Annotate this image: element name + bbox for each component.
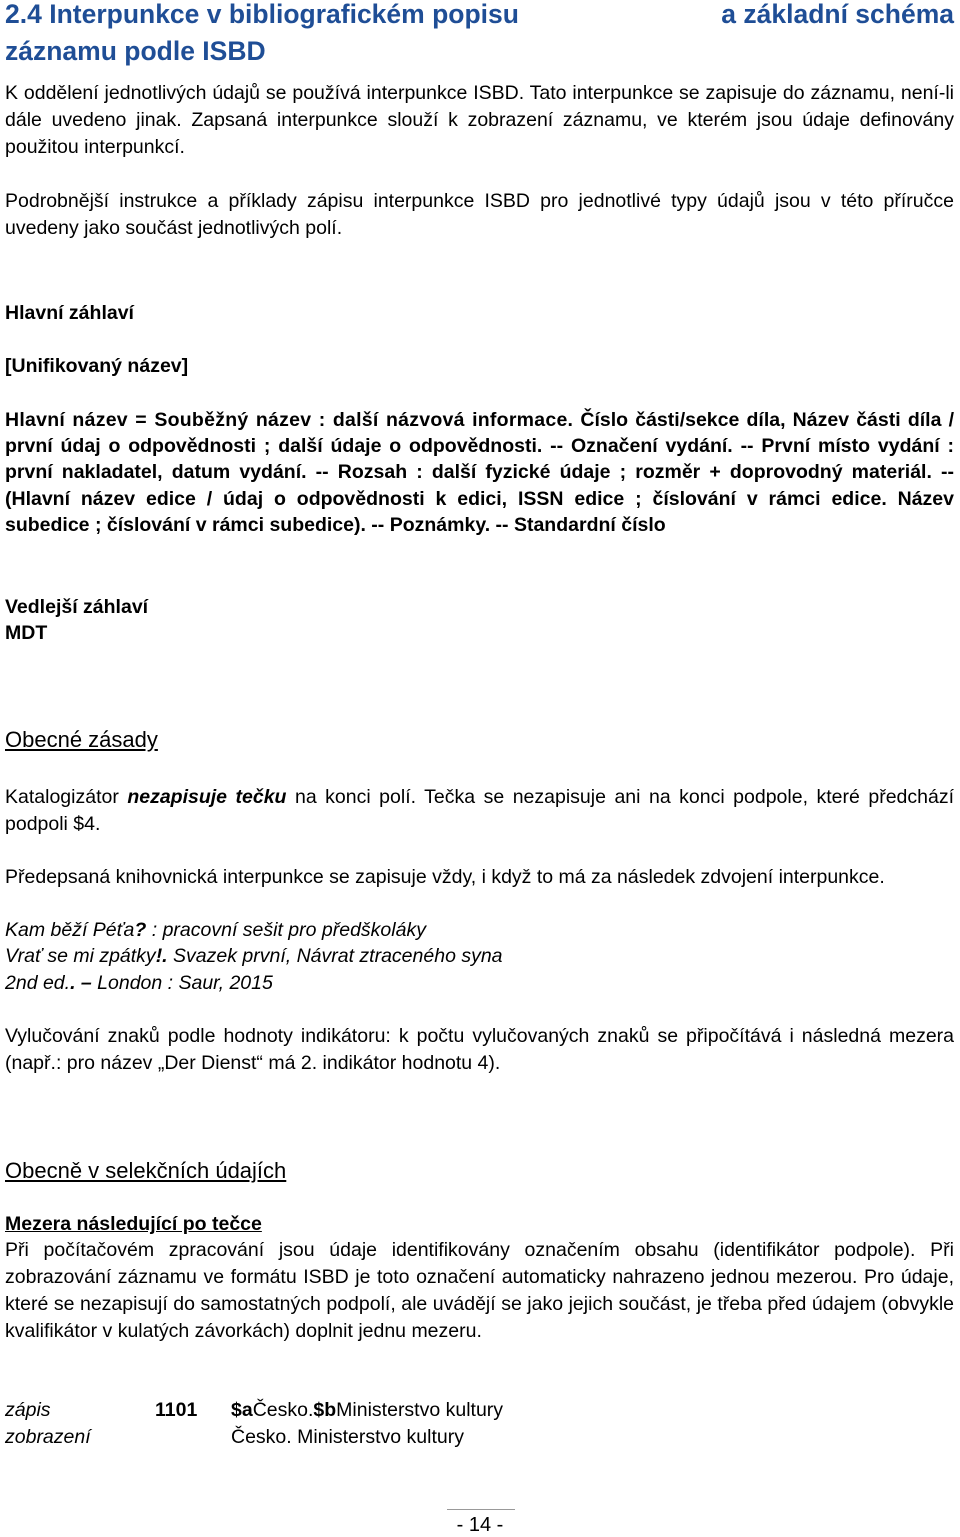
example-3-rest: London : Saur, 2015 [91,972,273,994]
intro-paragraph-1: K oddělení jednotlivých údajů se používá interpunkce ISBD. Tato interpunkce se zapisuje do záznamu, není-li dále uvedeno jinak. Zapsaná interpunkce slouží k zobrazení záznamu, ve kterém jsou údaje definovány použitou interpunkcí. [5,82,954,158]
selection-subheading: Mezera následující po tečce [5,1213,262,1235]
example-2-rest: Svazek první, Návrat ztraceného syna [167,945,503,967]
main-heading-label: Hlavní záhlaví [5,302,134,324]
row-record-value [231,1397,503,1424]
example-1-title: Kam běží Péťa [5,919,135,941]
intro-paragraph-2: Podrobnější instrukce a příklady zápisu interpunkce ISBD pro jednotlivé typy údajů jsou v této příručce uvedeny jako součást jednotlivých polí. [5,190,954,239]
isbd-schema-title-part: Hlavní název = Souběžný název : další názvová informace. [5,409,574,431]
example-2 [5,943,954,970]
example-3-edition: 2nd ed. [5,972,71,994]
footer-divider [447,1509,515,1510]
general-paragraph-2: Předepsaná knihovnická interpunkce se zapisuje vždy, i když to má za následek zdvojení interpunkce. [5,866,885,888]
row-label-display: zobrazení [5,1426,91,1448]
subfield-code-a: $a [231,1399,253,1421]
selection-heading: Obecně v selekčních údajích [5,1158,287,1183]
subfield-value-b: Ministerstvo kultury [336,1399,504,1421]
isbd-schema-rest: Číslo části/sekce díla, Název části díla / první údaj o odpovědnosti ; další údaje o odpovědnosti. -- Označení vydání. -- První místo vydání : první nakladatel, datum vydání. -- Rozsah : další fyzické údaje ; rozměr + doprovodný materiál. -- (Hlavní název edice / údaj o odpovědnosti k edici, ISSN edice ; číslování v rámci edice. Název subedice ; číslování v rámci subedice). -- Poznámky. -- Standardní číslo [5,409,954,536]
example-1 [5,917,954,944]
example-3-punct: . – [70,972,92,994]
selection-paragraph: Při počítačovém zpracování jsou údaje identifikovány označením obsahu (identifikátor podpole). Při zobrazování záznamu ve formátu ISBD je toto označení automaticky nahrazeno jednou mezerou. Pro údaje, které se nezapisují do samostatných podpolí, ale uvádějí se jako jejich součást, je třeba před údajem (obvykle kvalifikátor v kulatých závorkách) doplnit jednu mezeru. [5,1239,954,1342]
row-field-tag: 1101 [155,1399,198,1421]
subfield-value-a: Česko. [252,1399,314,1421]
example-row-record [5,1397,503,1424]
row-field-empty [155,1424,231,1451]
row-display-value: Česko. Ministerstvo kultury [231,1426,464,1448]
section-title-line2: záznamu podle ISBD [5,36,266,66]
example-2-title: Vrať se mi zpátky [5,945,156,967]
isbd-schema [5,407,954,538]
section-title-line1-right: a základní schéma [721,0,954,29]
example-3 [5,970,954,997]
general-p1-text-a: Katalogizátor [5,786,128,808]
mdt-label: MDT [5,622,48,644]
row-label-record: zápis [5,1399,51,1421]
example-2-punct: !. [155,945,168,967]
added-heading-label: Vedlejší záhlaví [5,596,149,618]
page-number: - 14 - [456,1514,504,1536]
uniform-title-label: [Unifikovaný název] [5,355,189,377]
example-1-rest: : pracovní sešit pro předškoláky [146,919,426,941]
section-title-line1-left: 2.4 Interpunkce v bibliografickém popisu [5,0,519,29]
general-paragraph-3: Vylučování znaků podle hodnoty indikátoru: k počtu vylučovaných znaků se připočítává i následná mezera (např.: pro název „Der Dienst“ má 2. indikátor hodnotu 4). [5,1025,954,1074]
general-principles-heading: Obecné zásady [5,727,158,752]
general-paragraph-1 [5,784,954,838]
example-row-display [5,1424,464,1451]
example-1-punct: ? [134,919,147,941]
general-p1-emphasis: nezapisuje tečku [127,786,287,808]
subfield-code-b: $b [313,1399,337,1421]
section-title [5,0,954,70]
general-p1-text-c: na konci polí. Tečka se nezapisuje ani na konci podpole, které předchází podpoli $4. [5,786,954,835]
